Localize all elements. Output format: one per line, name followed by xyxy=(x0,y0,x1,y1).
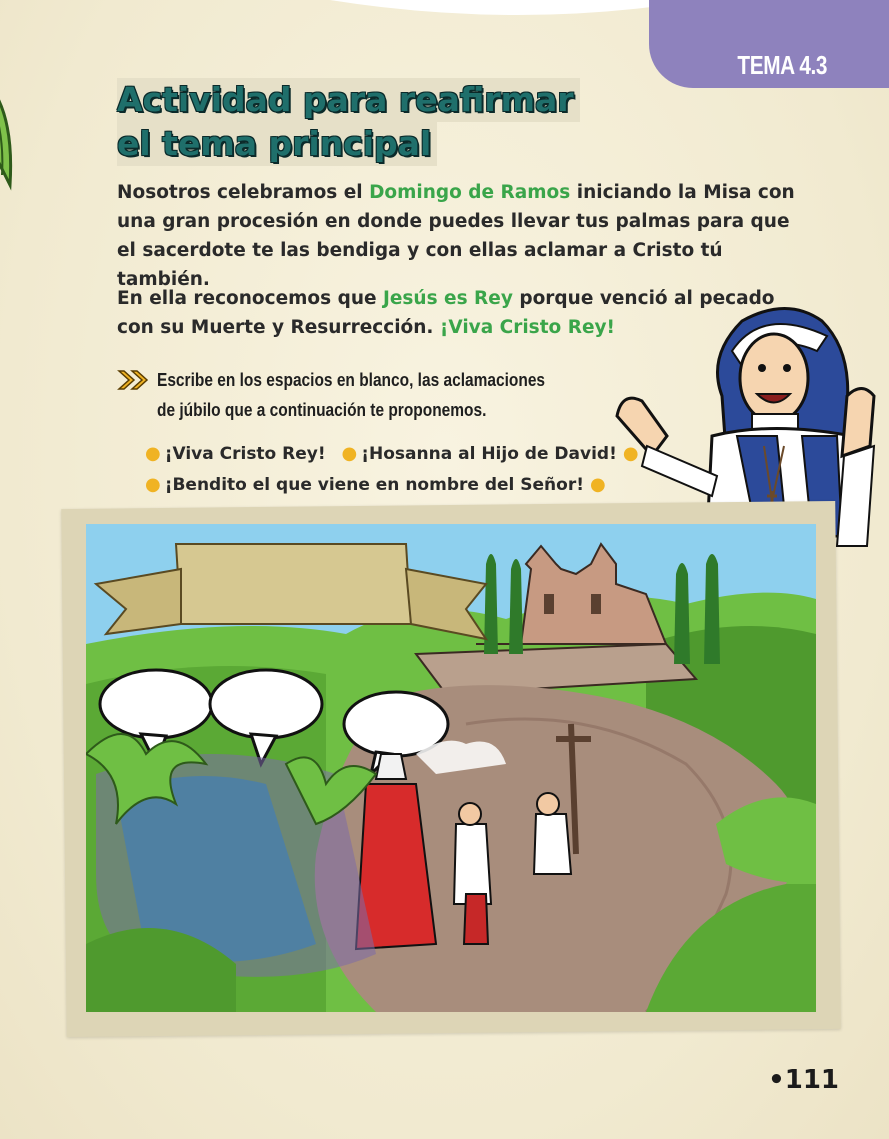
domingo-de-ramos-highlight: Domingo de Ramos xyxy=(369,182,571,203)
options-row-1 xyxy=(145,441,639,467)
viva-cristo-rey-highlight: ¡Viva Cristo Rey! xyxy=(439,317,615,338)
option-bendito: ¡Bendito el que viene en nombre del Señor! xyxy=(164,475,584,495)
options-row-2 xyxy=(145,472,606,498)
double-chevron-icon xyxy=(117,369,151,391)
second-text-start: En ella reconocemos que xyxy=(117,288,383,309)
title-line-1: Actividad para reafirmar xyxy=(117,78,580,122)
bullet-dot: ● xyxy=(341,443,358,464)
intro-paragraph xyxy=(117,178,797,294)
option-viva-cristo-rey: ¡Viva Cristo Rey! xyxy=(164,444,326,464)
palm-sunday-procession-illustration xyxy=(86,524,816,1012)
option-hosanna: ¡Hosanna al Hijo de David! xyxy=(361,444,617,464)
intro-text-end: iniciando la Misa con una gran procesión en donde puedes llevar tus palmas para que el sacerdote te las bendiga y con ellas aclamar a Cristo tú también. xyxy=(117,182,795,290)
jesus-es-rey-highlight: Jesús es Rey xyxy=(382,288,513,309)
tema-label: TEMA 4.3 xyxy=(737,50,827,80)
page-title xyxy=(117,78,580,166)
instruction-line-1: Escribe en los espacios en blanco, las aclamaciones xyxy=(157,370,546,390)
page-number: •111 xyxy=(768,1065,839,1095)
bullet-dot: ● xyxy=(145,474,161,495)
bullet-dot: ● xyxy=(622,443,639,464)
bullet-dot: ● xyxy=(589,474,606,495)
instruction-text xyxy=(157,365,570,425)
bullet-dot: ● xyxy=(145,443,161,464)
intro-text-start: Nosotros celebramos el xyxy=(117,182,370,203)
instruction-line-2: de júbilo que a continuación te proponemos. xyxy=(157,400,487,420)
second-text-middle: porque venció al pecado con su Muerte y Resurrección. xyxy=(117,288,775,338)
palm-leaf-icon xyxy=(0,65,20,195)
title-line-2: el tema principal xyxy=(117,122,437,166)
